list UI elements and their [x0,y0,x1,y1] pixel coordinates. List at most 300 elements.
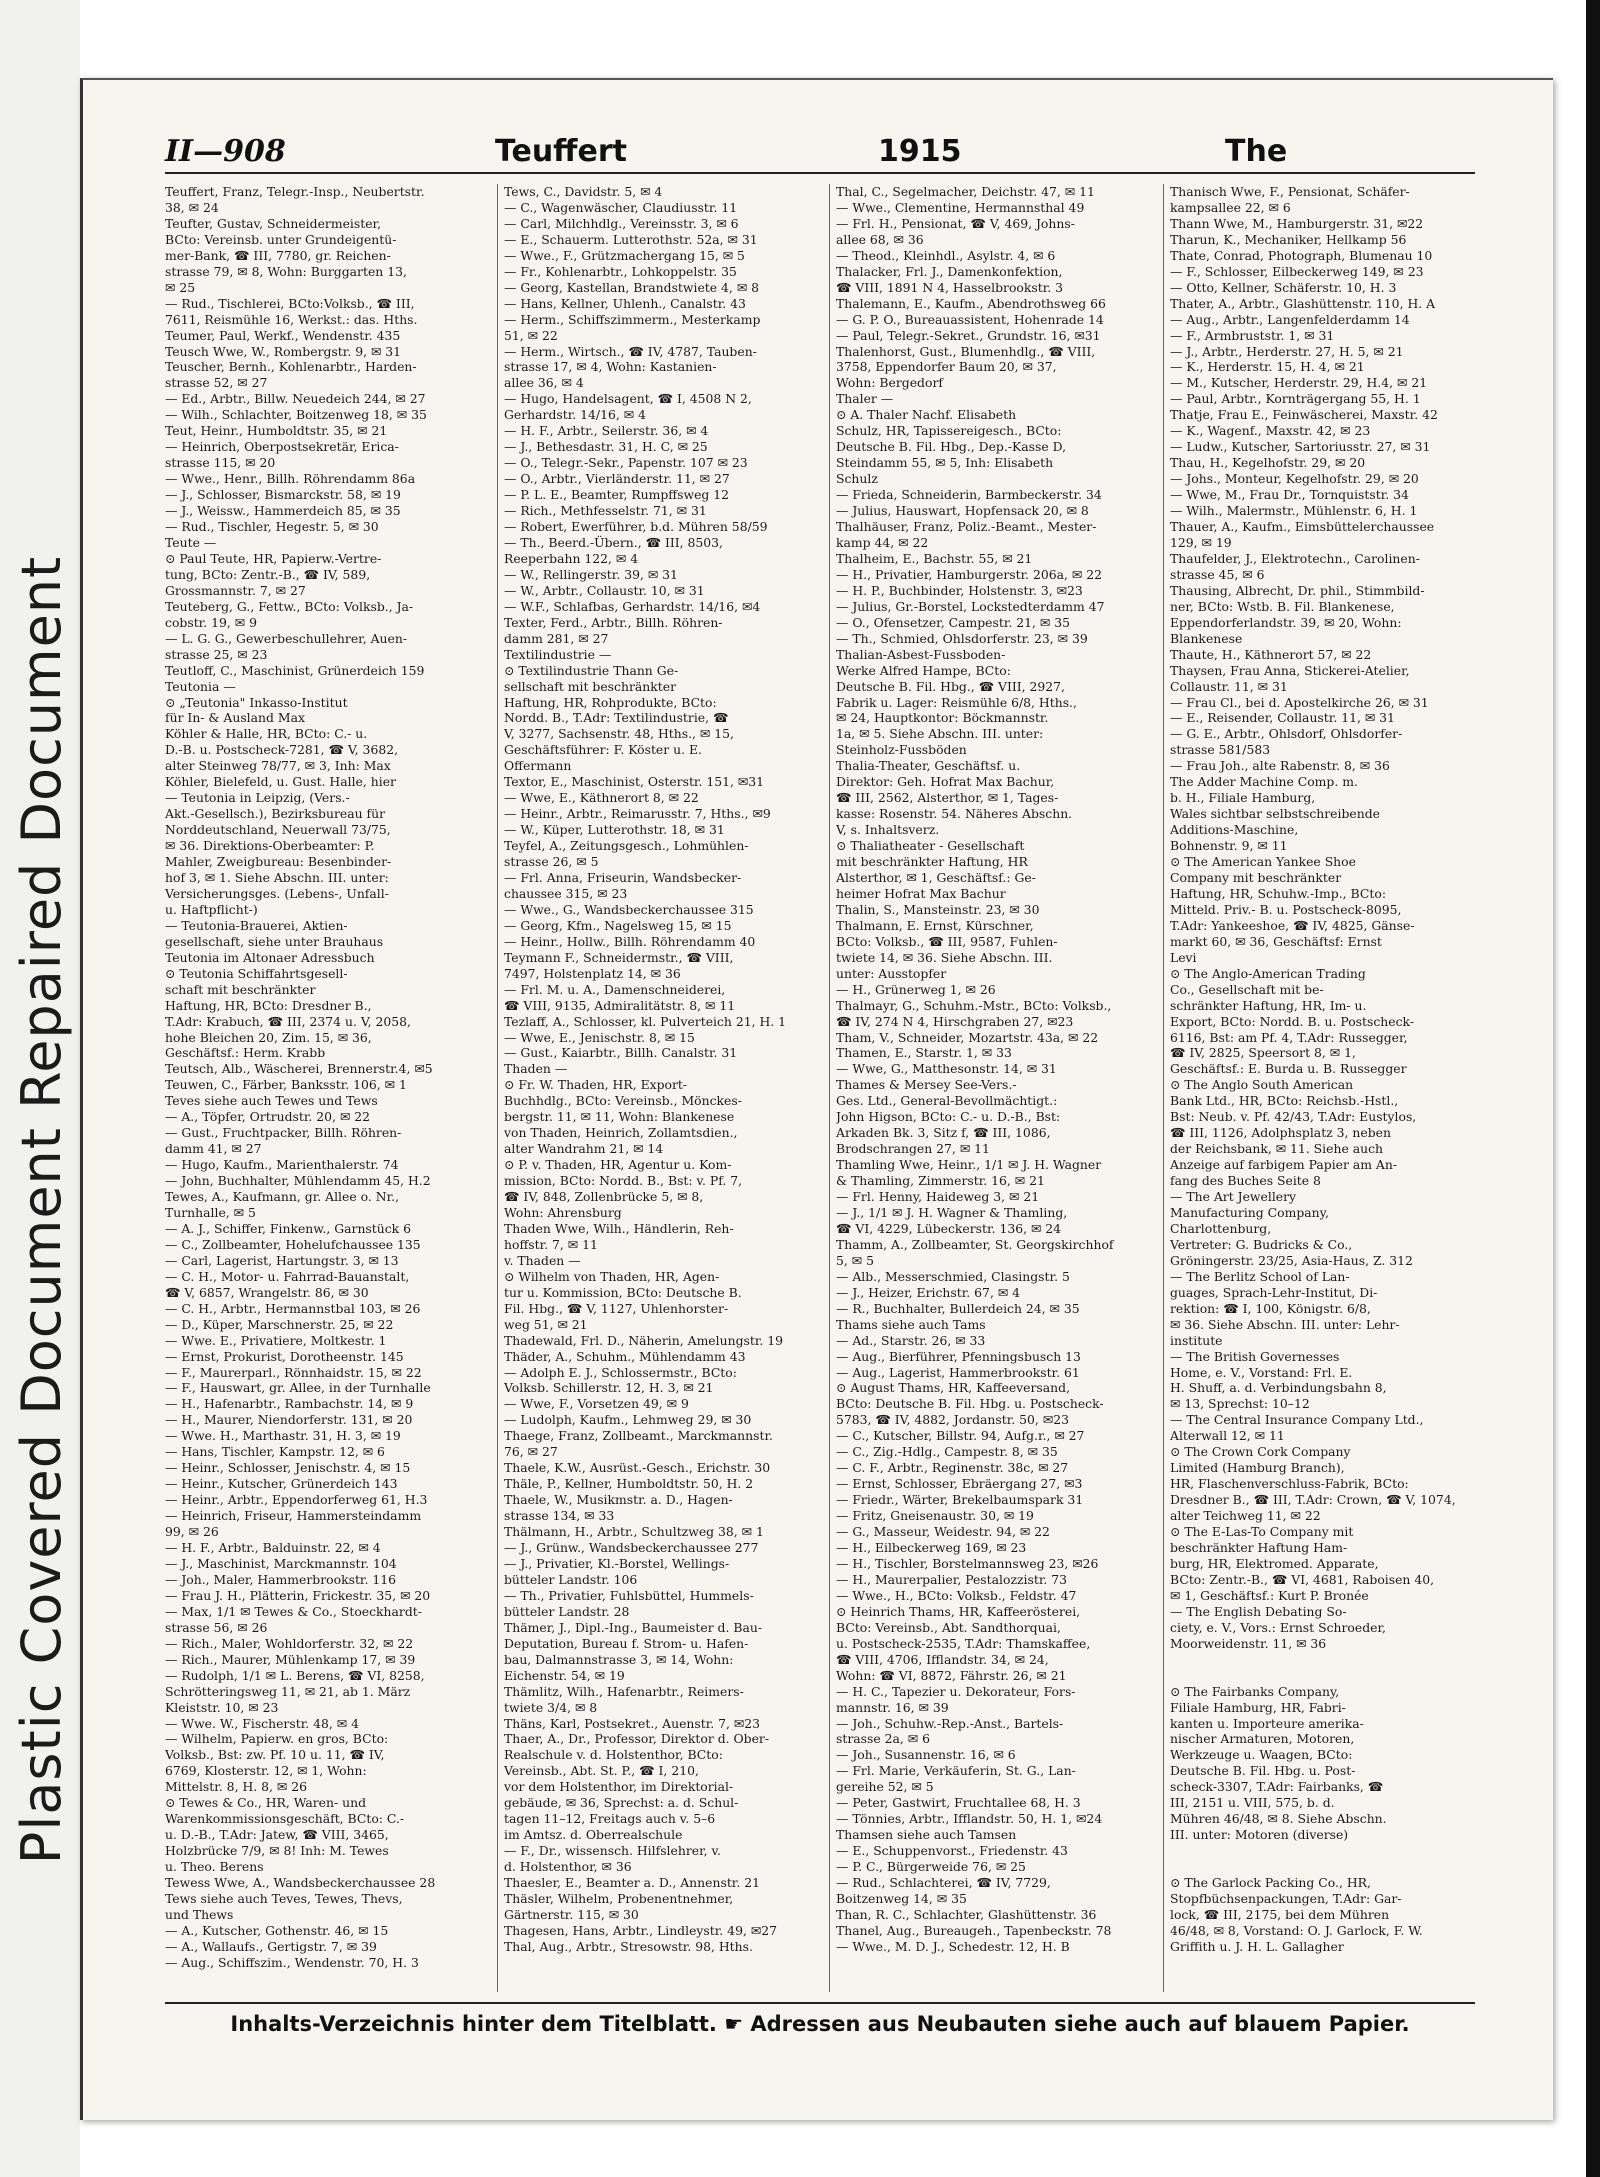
directory-entry-line: von Thaden, Heinrich, Zollamtsdien., [504,1125,738,1141]
directory-entry-line [1170,1859,1478,1875]
directory-entry-line: Thalia-Theater, Geschäftsf. u. [836,758,1021,774]
directory-entry-line: Thäsler, Wilhelm, Probenentnehmer, [504,1890,734,1906]
scan-edge [1586,0,1600,2177]
directory-entry-line: — Joh., Susannenstr. 16, ✉ 6 [836,1747,1016,1763]
directory-entry-line: Thamen, E., Starstr. 1, ✉ 33 [836,1045,1012,1061]
directory-entry-line: allee 68, ✉ 36 [836,231,924,247]
directory-entry-line: ☎ V, 6857, Wrangelstr. 86, ✉ 30 [165,1284,369,1300]
directory-entry-line: Company mit beschränkter [1170,869,1342,885]
directory-entry-line: Charlottenburg, [1170,1220,1272,1236]
directory-entry-line: Thaer, A., Dr., Professor, Direktor d. Ober- [504,1731,770,1747]
directory-entry-line: — Frl. Anna, Friseurin, Wandsbecker- [504,869,742,885]
directory-entry-line: — C. F., Arbtr., Reginenstr. 38c, ✉ 27 [836,1460,1069,1476]
directory-entry-line: strasse 56, ✉ 26 [165,1619,268,1635]
directory-entry-line: Teyfel, A., Zeitungsgesch., Lohmühlen- [504,838,749,854]
directory-entry-line: Tham, V., Schneider, Mozartstr. 43a, ✉ 22 [836,1029,1099,1045]
directory-entry-line: Volksb., Bst: zw. Pf. 10 u. 11, ☎ IV, [165,1747,385,1763]
directory-entry-line: Thamling Wwe, Heinr., 1/1 ✉ J. H. Wagner [836,1157,1102,1173]
directory-entry-line: Fabrik u. Lager: Reismühle 6/8, Hths., [836,694,1077,710]
directory-entry-line: Thaden — [504,1061,568,1077]
directory-entry-line: Arkaden Bk. 3, Sitz f, ☎ III, 1086, [836,1125,1051,1141]
page-number: II—908 [165,134,286,169]
directory-entry-line: 46/48, ✉ 8, Vorstand: O. J. Garlock, F. W. [1170,1922,1423,1938]
directory-entry-line: Thämer, J., Dipl.-Ing., Baumeister d. Bau- [504,1619,763,1635]
directory-entry-line: Thann Wwe, M., Hamburgerstr. 31, ✉22 [1170,215,1424,231]
directory-entry-line: Alsterthor, ✉ 1, Geschäftsf.: Ge- [836,869,1036,885]
directory-entry-line: mit beschränkter Haftung, HR [836,854,1028,870]
directory-entry-line: strasse 134, ✉ 33 [504,1508,615,1524]
directory-entry-line: — C., Zig.-Hdlg., Campestr. 8, ✉ 35 [836,1444,1058,1460]
directory-entry-line: ⊙ Textilindustrie Thann Ge- [504,662,679,678]
directory-entry-line: gereihe 52, ✉ 5 [836,1779,934,1795]
directory-entry-line: — Rich., Maler, Wohldorferstr. 32, ✉ 22 [165,1635,414,1651]
directory-entry-line: ⊙ Teutonia Schiffahrtsgesell- [165,965,348,981]
directory-entry-line: — Frl. H., Pensionat, ☎ V, 469, Johns- [836,215,1075,231]
directory-entry-line: alter Teichweg 11, ✉ 22 [1170,1508,1321,1524]
directory-entry-line: 3758, Eppendorfer Baum 20, ✉ 37, [836,359,1057,375]
directory-entry-line: — M., Kutscher, Herderstr. 29, H.4, ✉ 21 [1170,375,1428,391]
directory-entry-line: strasse 79, ✉ 8, Wohn: Burggarten 13, [165,263,407,279]
directory-entry-line: 5, ✉ 5 [836,1252,874,1268]
directory-entry-line: Ges. Ltd., General-Bevollmächtigt.: [836,1093,1058,1109]
directory-entry-line: — Th., Privatier, Fuhlsbüttel, Hummels- [504,1587,754,1603]
directory-entry-line: Teusch Wwe, W., Rombergstr. 9, ✉ 31 [165,343,402,359]
directory-entry-line: — Johs., Monteur, Kegelhofstr. 29, ✉ 20 [1170,471,1419,487]
directory-entry-line: ✉ 36. Direktions-Oberbeamter: P. [165,838,375,854]
directory-entry-line: Teutonia im Altonaer Adressbuch [165,949,375,965]
directory-entry-line: BCto: Vereinsb., Abt. Sandthorquai, [836,1619,1061,1635]
directory-entry-line: ⊙ Heinrich Thams, HR, Kaffeerösterei, [836,1603,1081,1619]
directory-entry-line: — A., Kutscher, Gothenstr. 46, ✉ 15 [165,1922,389,1938]
directory-entry-line: — W.F., Schlafbas, Gerhardstr. 14/16, ✉4 [504,598,761,614]
column-1 [165,184,485,1992]
directory-entry-line: — J., Heizer, Erichstr. 67, ✉ 4 [836,1284,1021,1300]
directory-entry-line: — Frau Cl., bei d. Apostelkirche 26, ✉ 31 [1170,694,1429,710]
directory-entry-line: ✉ 24, Hauptkontor: Böckmannstr. [836,710,1049,726]
directory-entry-line: Turnhalle, ✉ 5 [165,1205,256,1220]
directory-entry-line: hoffstr. 7, ✉ 11 [504,1236,598,1252]
directory-entry-line: — Peter, Gastwirt, Fruchtallee 68, H. 3 [836,1795,1081,1811]
directory-entry-line: — Ludw., Kutscher, Sartoriusstr. 27, ✉ 31 [1170,439,1431,455]
directory-entry-line: — Wwe, E., Käthnerort 8, ✉ 22 [504,790,699,806]
directory-entry-line: heimer Hofrat Max Bachur [836,885,1006,901]
directory-entry-line: Gröningerstr. 23/25, Asia-Haus, Z. 312 [1170,1252,1413,1268]
directory-entry-line: — Wwe. E., Privatiere, Moltkestr. 1 [165,1332,387,1348]
directory-entry-line: — Th., Beerd.-Übern., ☎ III, 8503, [504,534,723,550]
directory-entry-line: Buchhdlg., BCto: Vereinsb., Mönckes- [504,1093,742,1109]
directory-entry-line: Thausing, Albrecht, Dr. phil., Stimmbild- [1170,582,1425,598]
directory-entry-line: Steindamm 55, ✉ 5, Inh: Elisabeth [836,455,1054,471]
directory-entry-line: BCto: Vereinsb. unter Grundeigentü- [165,231,397,247]
directory-entry-line: ⊙ Paul Teute, HR, Papierw.-Vertre- [165,550,382,566]
directory-entry-line: strasse 17, ✉ 4, Wohn: Kastanien- [504,359,717,375]
directory-entry-line: — Julius, Hauswart, Hopfensack 20, ✉ 8 [836,503,1089,519]
directory-entry-line: Thaden Wwe, Wilh., Händlerin, Reh- [504,1220,734,1236]
directory-entry-line: Teuscher, Bernh., Kohlenarbtr., Harden- [165,359,417,375]
directory-entry-line: — K., Herderstr. 15, H. 4, ✉ 21 [1170,359,1365,375]
directory-entry-line: ☎ III, 1126, Adolphsplatz 3, neben [1170,1125,1391,1141]
directory-entry-line: für In- & Ausland Max [165,710,305,726]
directory-entry-line: twiete 14, ✉ 36. Siehe Abschn. III. [836,949,1053,965]
directory-entry-line: Teuteberg, G., Fettw., BCto: Volksb., Ja- [165,598,414,614]
directory-entry-line: — Aug., Lagerist, Hammerbrookstr. 61 [836,1364,1080,1380]
directory-entry-line: strasse 115, ✉ 20 [165,455,276,471]
directory-entry-line: — Rud., Schlachterei, ☎ IV, 7729, [836,1875,1051,1891]
directory-entry-line: Thalemann, E., Kaufm., Abendrothsweg 66 [836,295,1106,311]
directory-entry-line: — Paul, Telegr.-Sekret., Grundstr. 16, ✉31 [836,327,1101,343]
directory-entry-line: — H., Maurerpalier, Pestalozzistr. 73 [836,1571,1068,1587]
directory-entry-line: — H., Privatier, Hamburgerstr. 206a, ✉ 22 [836,566,1103,582]
directory-entry-line: — Wwe., Clementine, Hermannsthal 49 [836,199,1085,215]
directory-entry-line: — The Berlitz School of Lan- [1170,1268,1350,1284]
directory-entry-line: — Heinr., Arbtr., Eppendorferweg 61, H.3 [165,1492,428,1508]
directory-entry-line: Wohn: ☎ VI, 8872, Fährstr. 26, ✉ 21 [836,1667,1067,1683]
directory-entry-line: — Wwe., Henr., Billh. Röhrendamm 86a [165,471,416,487]
directory-entry-line: — J., Maschinist, Marckmannstr. 104 [165,1555,397,1571]
directory-entry-line: — Wwe., F., Grützmachergang 15, ✉ 5 [504,247,745,263]
directory-entry-line: — Frl. Henny, Haideweg 3, ✉ 21 [836,1189,1040,1205]
directory-entry-line: Tews siehe auch Teves, Tewes, Thevs, [165,1890,403,1906]
directory-entry-line: nischer Armaturen, Motoren, [1170,1731,1355,1747]
directory-entry-line: ⊙ Wilhelm von Thaden, HR, Agen- [504,1268,720,1284]
directory-entry-line: ner, BCto: Wstb. B. Fil. Blankenese, [1170,598,1395,614]
directory-entry-line: Haftung, HR, Schuhw.-Imp., BCto: [1170,885,1386,901]
directory-entry-line: — Georg, Kfm., Nagelsweg 15, ✉ 15 [504,917,732,933]
directory-entry-line: bergstr. 11, ✉ 11, Wohn: Blankenese [504,1109,735,1125]
directory-entry-line: Thauer, A., Kaufm., Eimsbüttelerchaussee [1170,519,1435,535]
directory-entry-line: 129, ✉ 19 [1170,534,1232,550]
directory-entry-line: — Wilh., Malermstr., Mühlenstr. 6, H. 1 [1170,503,1418,519]
directory-entry-line: 6116, Bst: am Pf. 4, T.Adr: Russegger, [1170,1029,1408,1045]
directory-entry-line: fang des Buches Seite 8 [1170,1173,1321,1189]
directory-entry-line: — D., Küper, Marschnerstr. 25, ✉ 22 [165,1316,394,1332]
directory-entry-line: Texter, Ferd., Arbtr., Billh. Röhren- [504,614,723,630]
directory-entry-line: Vereinsb., Abt. St. P., ☎ I, 210, [504,1763,699,1779]
directory-entry-line: ⊙ August Thams, HR, Kaffeeversand, [836,1380,1071,1396]
directory-entry-line: unter: Ausstopfer [836,965,947,981]
directory-entry-line: Eichenstr. 54, ✉ 19 [504,1667,625,1683]
directory-entry-line: — P. L. E., Beamter, Rumpffsweg 12 [504,487,730,503]
directory-entry-line: mer-Bank, ☎ III, 7780, gr. Reichen- [165,247,391,263]
directory-entry-line: — E., Schuppenvorst., Friedenstr. 43 [836,1843,1068,1859]
directory-entry-line [1170,1652,1478,1668]
directory-entry-line: — H., Hafenarbtr., Rambachstr. 14, ✉ 9 [165,1396,414,1412]
directory-entry-line: Tezlaff, A., Schlosser, kl. Pulverteich 21, H. 1 [504,1013,787,1029]
directory-entry-line: — Wilhelm, Papierw. en gros, BCto: [165,1731,389,1747]
directory-entry-line: — A. J., Schiffer, Finkenw., Garnstück 6 [165,1220,412,1236]
directory-columns [165,184,1475,1992]
directory-entry-line: 1a, ✉ 5. Siehe Abschn. III. unter: [836,726,1044,742]
directory-entry-line: Thamsen siehe auch Tamsen [836,1827,1017,1843]
directory-entry-line: Thäns, Karl, Postsekret., Auenstr. 7, ✉23 [504,1715,761,1731]
directory-entry-line: Teuffert, Franz, Telegr.-Insp., Neubertstr. [165,184,425,199]
directory-entry-line: rektion: ☎ I, 100, Königstr. 6/8, [1170,1300,1371,1316]
directory-entry-line: 76, ✉ 27 [504,1444,558,1460]
directory-entry-line: u. D.-B., T.Adr: Jatew, ☎ VIII, 3465, [165,1827,389,1843]
directory-entry-line: Tewes, A., Kaufmann, gr. Allee o. Nr., [165,1189,400,1205]
directory-entry-line: Thalmayr, G., Schuhm.-Mstr., BCto: Volksb., [836,997,1112,1013]
directory-entry-line: ⊙ The Garlock Packing Co., HR, [1170,1875,1371,1891]
directory-entry-line: — Wwe., G., Wandsbeckerchaussee 315 [504,901,754,917]
directory-entry-line: — E., Reisender, Collaustr. 11, ✉ 31 [1170,710,1395,726]
directory-entry-line: — H. P., Buchbinder, Holstenstr. 3, ✉23 [836,582,1083,598]
directory-entry-line: ⊙ The American Yankee Shoe [1170,854,1356,870]
directory-entry-line: Dresdner B., ☎ III, T.Adr: Crown, ☎ V, 1074, [1170,1492,1456,1508]
directory-entry-line: Köhler & Halle, HR, BCto: C.- u. [165,726,368,742]
directory-entry-line: — The Central Insurance Company Ltd., [1170,1412,1424,1428]
directory-entry-line: mannstr. 16, ✉ 39 [836,1699,949,1715]
directory-entry-line: — Wwe. W., Fischerstr. 48, ✉ 4 [165,1715,359,1731]
directory-entry-line: damm 41, ✉ 27 [165,1141,262,1157]
directory-entry-line: cobstr. 19, ✉ 9 [165,614,257,630]
directory-entry-line: Boitzenweg 14, ✉ 35 [836,1890,967,1906]
directory-entry-line: scheck-3307, T.Adr: Fairbanks, ☎ [1170,1779,1384,1795]
directory-entry-line: T.Adr: Yankeeshoe, ☎ IV, 4825, Gänse- [1170,917,1415,933]
directory-entry-line: Thalenhorst, Gust., Blumenhdlg., ☎ VIII, [836,343,1096,359]
directory-entry-line: — J., Grünw., Wandsbeckerchaussee 277 [504,1540,759,1556]
directory-entry-line: Bst: Neub. v. Pf. 42/43, T.Adr: Eustylos, [1170,1109,1417,1125]
directory-entry-line: bütteler Landstr. 28 [504,1603,630,1619]
directory-entry-line: — Gust., Fruchtpacker, Billh. Röhren- [165,1125,402,1141]
directory-entry-line: ⊙ The Crown Cork Company [1170,1444,1351,1460]
directory-entry-line: — Teutonia in Leipzig, (Vers.- [165,790,350,806]
directory-entry-line: — Fr., Kohlenarbtr., Lohkoppelstr. 35 [504,263,737,279]
directory-entry-line: 6769, Klosterstr. 12, ✉ 1, Wohn: [165,1763,367,1779]
directory-entry-line: lock, ☎ III, 2175, bei dem Mühren [1170,1906,1390,1922]
header-last-entry: The [1225,134,1288,169]
directory-entry-line: — Gust., Kaiarbtr., Billh. Canalstr. 31 [504,1045,738,1061]
directory-entry-line: — Heinr., Kutscher, Grünerdeich 143 [165,1476,398,1492]
spine-label: Plastic Covered Document Repaired Document [10,555,73,1865]
directory-entry-line: — Wwe. H., Marthastr. 31, H. 3, ✉ 19 [165,1428,401,1444]
directory-entry-line: — Frl. Marie, Verkäuferin, St. G., Lan- [836,1763,1076,1779]
directory-entry-line: der Reichsbank, ✉ 11. Siehe auch [1170,1141,1384,1157]
directory-entry-line: Textor, E., Maschinist, Osterstr. 151, ✉31 [504,774,765,790]
directory-entry-line: Wohn: Ahrensburg [504,1205,622,1220]
directory-entry-line: III, 2151 u. VIII, 575, b. d. [1170,1795,1335,1811]
directory-entry-line: T.Adr: Krabuch, ☎ III, 2374 u. V, 2058, [165,1013,411,1029]
directory-entry-line: — A., Wallaufs., Gertigstr. 7, ✉ 39 [165,1938,377,1954]
directory-entry-line: — J., Privatier, Kl.-Borstel, Wellings- [504,1555,730,1571]
directory-entry-line: Export, BCto: Nordd. B. u. Postscheck- [1170,1013,1415,1029]
directory-entry-line: — Adolph E. J., Schlossermstr., BCto: [504,1364,737,1380]
page-footer: Inhalts-Verzeichnis hinter dem Titelblatt. ☛ Adressen aus Neubauten siehe auch auf blauem Papier. [165,2002,1475,2048]
directory-entry-line: Thäder, A., Schuhm., Mühlendamm 43 [504,1348,746,1364]
directory-entry-line: Schulz, HR, Tapissereigesch., BCto: [836,423,1062,439]
directory-entry-line: ⊙ The Fairbanks Company, [1170,1683,1340,1699]
directory-entry-line: — O., Telegr.-Sekr., Papenstr. 107 ✉ 23 [504,455,748,471]
directory-entry-line: & Thamling, Zimmerstr. 16, ✉ 21 [836,1173,1045,1189]
directory-entry-line: — O., Arbtr., Vierländerstr. 11, ✉ 27 [504,471,730,487]
directory-entry-line: Thaute, H., Käthnerort 57, ✉ 22 [1170,646,1372,662]
directory-entry-line: Köhler, Bielefeld, u. Gust. Halle, hier [165,774,396,790]
directory-entry-line: — G., Masseur, Weidestr. 94, ✉ 22 [836,1524,1050,1540]
directory-entry-line: — H. F., Arbtr., Balduinstr. 22, ✉ 4 [165,1540,381,1556]
directory-entry-line: ⊙ P. v. Thaden, HR, Agentur u. Kom- [504,1157,732,1173]
directory-entry-line: gebäude, ✉ 36, Sprechst: a. d. Schul- [504,1795,739,1811]
directory-entry-line: — C., Kutscher, Billstr. 94, Aufg.r., ✉ 27 [836,1428,1085,1444]
directory-entry-line: — Georg, Kastellan, Brandstwiete 4, ✉ 8 [504,279,760,295]
directory-entry-line: — The English Debating So- [1170,1603,1347,1619]
directory-entry-line: — H., Maurer, Niendorferstr. 131, ✉ 20 [165,1412,413,1428]
directory-entry-line: — Ernst, Schlosser, Ebräergang 27, ✉3 [836,1476,1083,1492]
column-3 [829,184,1154,1992]
directory-entry-line: Volksb. Schillerstr. 12, H. 3, ✉ 21 [504,1380,714,1396]
directory-entry-line: — J., Arbtr., Herderstr. 27, H. 5, ✉ 21 [1170,343,1404,359]
directory-entry-line: Thaege, Franz, Zollbeamt., Marckmannstr. [504,1428,773,1444]
directory-entry-line: Realschule v. d. Holstenthor, BCto: [504,1747,723,1763]
directory-entry-line: — Ludolph, Kaufm., Lehmweg 29, ✉ 30 [504,1412,752,1428]
directory-entry-line: b. H., Filiale Hamburg, [1170,790,1316,806]
directory-entry-line: mission, BCto: Nordd. B., Bst: v. Pf. 7, [504,1173,743,1189]
directory-entry-line: The Adder Machine Comp. m. [1170,774,1358,790]
directory-entry-line: Thälmann, H., Arbtr., Schultzweg 38, ✉ 1 [504,1524,764,1540]
directory-entry-line: strasse 25, ✉ 23 [165,646,268,662]
directory-entry-line: kasse: Rosenstr. 54. Näheres Abschn. [836,806,1073,822]
directory-entry-line: strasse 2a, ✉ 6 [836,1731,930,1747]
directory-entry-line: — H., Eilbeckerweg 169, ✉ 23 [836,1540,1027,1556]
directory-entry-line: schaft mit beschränkter [165,981,316,997]
directory-entry-line: Bank Ltd., HR, BCto: Reichsb.-Hstl., [1170,1093,1399,1109]
directory-entry-line: H. Shuff, a. d. Verbindungsbahn 8, [1170,1380,1387,1396]
directory-entry-line: ☎ IV, 2825, Speersort 8, ✉ 1, [1170,1045,1356,1061]
directory-entry-line: tur u. Kommission, BCto: Deutsche B. [504,1284,742,1300]
directory-entry-line: Teut, Heinr., Humboldtstr. 35, ✉ 21 [165,423,388,439]
directory-entry-line: — F., Dr., wissensch. Hilfslehrer, v. [504,1843,721,1859]
directory-entry-line: III. unter: Motoren (diverse) [1170,1827,1349,1843]
directory-entry-line: Werkzeuge u. Waagen, BCto: [1170,1747,1353,1763]
directory-entry-line: 38, ✉ 24 [165,199,219,215]
directory-entry-line: Thatje, Frau E., Feinwäscherei, Maxstr. 42 [1170,407,1438,423]
directory-entry-line: Eppendorferlandstr. 39, ✉ 20, Wohn: [1170,614,1402,630]
directory-entry-line: chaussee 315, ✉ 23 [504,885,628,901]
directory-entry-line: v. Thaden — [504,1252,581,1268]
directory-entry-line: Blankenese [1170,630,1243,646]
directory-entry-line: — J., 1/1 ✉ J. H. Wagner & Thamling, [836,1205,1068,1220]
directory-entry-line: V, s. Inhaltsverz. [836,822,940,838]
scan-margin [0,0,80,2177]
directory-entry-line: bau, Dalmannstrasse 3, ✉ 14, Wohn: [504,1651,734,1667]
directory-entry-line: Fil. Hbg., ☎ V, 1127, Uhlenhorster- [504,1300,729,1316]
directory-entry-line: Offermann [504,758,572,774]
directory-entry-line: damm 281, ✉ 27 [504,630,609,646]
directory-entry-line: sellschaft mit beschränkter [504,678,676,694]
directory-entry-line: — Rich., Methfesselstr. 71, ✉ 31 [504,503,707,519]
directory-entry-line: — Frl. M. u. A., Damenschneiderei, [504,981,726,997]
directory-entry-line: institute [1170,1332,1223,1348]
directory-entry-line: hohe Bleichen 20, Zim. 15, ✉ 36, [165,1029,372,1045]
directory-entry-line: — G. E., Arbtr., Ohlsdorf, Ohlsdorfer- [1170,726,1403,742]
directory-entry-line: Thal, Aug., Arbtr., Stresowstr. 98, Hths. [504,1938,753,1954]
directory-entry-line: — Frieda, Schneiderin, Barmbeckerstr. 34 [836,487,1102,503]
directory-entry-line: Mittelstr. 8, H. 8, ✉ 26 [165,1779,307,1795]
directory-entry-line: — Aug., Arbtr., Langenfelderdamm 14 [1170,311,1410,327]
directory-entry-line: Holzbrücke 7/9, ✉ 8! Inh: M. Tewes [165,1843,389,1859]
directory-entry-line: tung, BCto: Zentr.-B., ☎ IV, 589, [165,566,371,582]
directory-entry-line: im Amtsz. d. Oberrealschule [504,1827,683,1843]
directory-entry-line: Teuwen, C., Färber, Banksstr. 106, ✉ 1 [165,1077,407,1093]
directory-entry-line: — E., Schauerm. Lutterothstr. 52a, ✉ 31 [504,231,758,247]
directory-entry-line: ⊙ Thaliatheater - Gesellschaft [836,838,1025,854]
directory-entry-line: ✉ 13, Sprechst: 10–12 [1170,1396,1310,1412]
directory-entry-line: 99, ✉ 26 [165,1524,219,1540]
header-first-entry: Teuffert [495,134,627,169]
directory-entry-line: — Tönnies, Arbtr., Ifflandstr. 50, H. 1, ✉24 [836,1811,1103,1827]
directory-entry-line: Thalhäuser, Franz, Poliz.-Beamt., Mester- [836,519,1097,535]
directory-entry-line: Teves siehe auch Tewes und Tews [165,1093,378,1109]
directory-entry-line: Reeperbahn 122, ✉ 4 [504,550,639,566]
directory-entry-line: — Ed., Arbtr., Billw. Neuedeich 244, ✉ 27 [165,391,426,407]
directory-entry-line: Deutsche B. Fil. Hbg. u. Post- [1170,1763,1356,1779]
directory-entry-line: Stopfbüchsenpackungen, T.Adr: Gar- [1170,1890,1402,1906]
directory-entry-line: Teumer, Paul, Werkf., Wendenstr. 435 [165,327,401,343]
directory-entry-line: ☎ III, 2562, Alsterthor, ✉ 1, Tages- [836,790,1059,806]
directory-entry-line: Thalacker, Frl. J., Damenkonfektion, [836,263,1063,279]
directory-entry-line: Thaesler, E., Beamter a. D., Annenstr. 21 [504,1875,761,1891]
directory-entry-line: Manufacturing Company, [1170,1205,1329,1220]
directory-entry-line: Tharun, K., Mechaniker, Hellkamp 56 [1170,231,1407,247]
directory-entry-line: — H., Tischler, Borstelmannsweg 23, ✉26 [836,1555,1099,1571]
directory-entry-line: — G. P. O., Bureauassistent, Hohenrade 14 [836,311,1104,327]
directory-entry-line: Levi [1170,949,1197,965]
directory-entry-line: Thaele, W., Musikmstr. a. D., Hagen- [504,1492,733,1508]
directory-entry-line: schränkter Haftung, HR, Im- u. [1170,997,1367,1013]
directory-entry-line: — Julius, Gr.-Borstel, Lockstedterdamm 47 [836,598,1105,614]
directory-entry-line: u. Haftpflicht-) [165,901,258,917]
directory-entry-line: markt 60, ✉ 36, Geschäftsf: Ernst [1170,933,1382,949]
directory-entry-line: — Joh., Maler, Hammerbrookstr. 116 [165,1571,397,1587]
directory-entry-line: D.-B. u. Postscheck-7281, ☎ V, 3682, [165,742,399,758]
directory-entry-line: u. Theo. Berens [165,1859,264,1875]
directory-entry-line: V, 3277, Sachsenstr. 48, Hths., ✉ 15, [504,726,734,742]
directory-entry-line: Thalin, S., Mansteinstr. 23, ✉ 30 [836,901,1040,917]
directory-entry-line: Thater, A., Arbtr., Glashüttenstr. 110, H. A [1170,295,1436,311]
directory-entry-line: — Teutonia-Brauerei, Aktien- [165,917,348,933]
directory-entry-line: vor dem Holstenthor, im Direktorial- [504,1779,734,1795]
directory-entry-line: — C., Zollbeamter, Hohelufchaussee 135 [165,1236,421,1252]
directory-entry-line: ciety, e. V., Vors.: Ernst Schroeder, [1170,1619,1386,1635]
directory-entry-line: weg 51, ✉ 21 [504,1316,588,1332]
directory-entry-line: Thalheim, E., Bachstr. 55, ✉ 21 [836,550,1033,566]
directory-entry-line: — C. H., Motor- u. Fahrrad-Bauanstalt, [165,1268,410,1284]
directory-entry-line: — Ernst, Prokurist, Dorotheenstr. 145 [165,1348,404,1364]
directory-entry-line: — Carl, Milchhdlg., Vereinsstr. 3, ✉ 6 [504,215,739,231]
directory-entry-line: — Aug., Bierführer, Pfenningsbusch 13 [836,1348,1081,1364]
directory-entry-line: BCto: Zentr.-B., ☎ VI, 4681, Raboisen 40, [1170,1571,1435,1587]
directory-entry-line: — F., Armbruststr. 1, ✉ 31 [1170,327,1335,343]
directory-entry-line: — The Art Jewellery [1170,1189,1297,1205]
directory-entry-line: — Wwe., M. D. J., Schedestr. 12, H. B [836,1938,1070,1954]
directory-entry-line: — Carl, Lagerist, Hartungstr. 3, ✉ 13 [165,1252,399,1268]
directory-entry-line [1170,1843,1478,1859]
directory-entry-line: Schulz [836,471,878,487]
directory-page [80,78,1553,2120]
directory-entry-line: Home, e. V., Vorstand: Frl. E. [1170,1364,1353,1380]
directory-entry-line: — Th., Schmied, Ohlsdorferstr. 23, ✉ 39 [836,630,1088,646]
directory-entry-line: — Wilh., Schlachter, Boitzenweg 18, ✉ 35 [165,407,427,423]
directory-entry-line: ✉ 36. Siehe Abschn. III. unter: Lehr- [1170,1316,1400,1332]
directory-entry-line: — Wwe, F., Vorsetzen 49, ✉ 9 [504,1396,689,1412]
directory-entry-line: — Hugo, Handelsagent, ☎ I, 4508 N 2, [504,391,752,407]
directory-entry-line: Deutsche B. Fil. Hbg., ☎ VIII, 2927, [836,678,1065,694]
directory-entry-line: tagen 11–12, Freitags auch v. 5–6 [504,1811,716,1827]
directory-entry-line: strasse 26, ✉ 5 [504,854,599,870]
directory-entry-line: — Frau Joh., alte Rabenstr. 8, ✉ 36 [1170,758,1390,774]
directory-entry-line: — Theod., Kleinhdl., Asylstr. 4, ✉ 6 [836,247,1056,263]
directory-entry-line: ⊙ The Anglo South American [1170,1077,1354,1093]
directory-entry-line: d. Holstenthor, ✉ 36 [504,1859,632,1875]
directory-entry-line: Tewess Wwe, A., Wandsbeckerchaussee 28 [165,1875,436,1891]
